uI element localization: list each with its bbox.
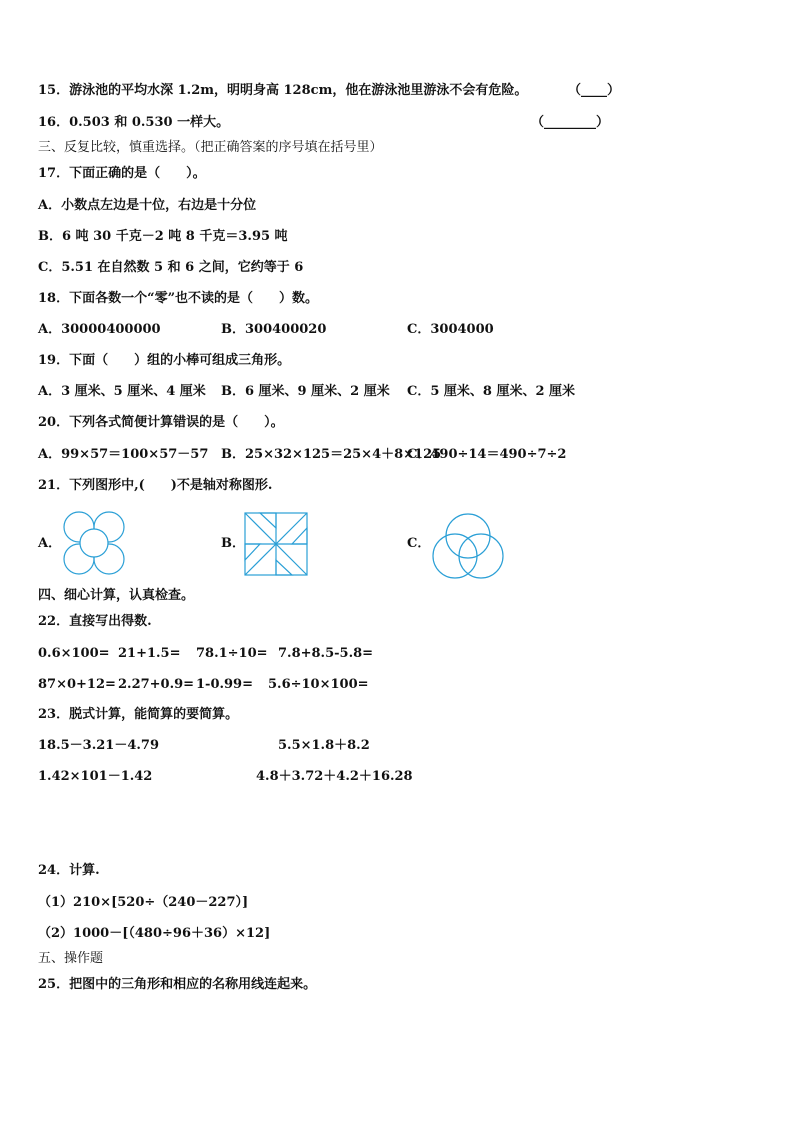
calc-item: 1-0.99= bbox=[196, 677, 253, 692]
question-22-stem: 22．直接写出得数. bbox=[38, 614, 152, 629]
question-18-stem: 18．下面各数一个“零”也不读的是（ ）数。 bbox=[38, 291, 319, 306]
question-21-option-a-label: A． bbox=[38, 536, 62, 551]
question-19-option-b: B．6 厘米、9 厘米、2 厘米 bbox=[221, 384, 390, 399]
expression-3: 1.42×101－1.42 bbox=[38, 769, 153, 784]
expression-4: 4.8＋3.72＋4.2＋16.28 bbox=[256, 769, 413, 784]
question-24-part-1: （1）210×[520÷（240－227）] bbox=[38, 895, 249, 910]
calc-item: 0.6×100= bbox=[38, 646, 110, 661]
question-21-stem: 21．下列图形中,( )不是轴对称图形. bbox=[38, 478, 273, 493]
question-18-option-a: A．30000400000 bbox=[38, 322, 161, 337]
question-17-option-c: C．5.51 在自然数 5 和 6 之间，它约等于 6 bbox=[38, 260, 304, 275]
section-5-heading: 五、操作题 bbox=[38, 951, 104, 966]
question-25: 25．把图中的三角形和相应的名称用线连起来。 bbox=[38, 977, 317, 992]
question-23-stem: 23．脱式计算，能简算的要简算。 bbox=[38, 707, 239, 722]
question-16: 16．0.503 和 0.530 一样大。 bbox=[38, 115, 230, 130]
question-21-option-b-label: B． bbox=[221, 536, 245, 551]
calc-item: 87×0+12= bbox=[38, 677, 116, 692]
question-18-option-c: C．3004000 bbox=[407, 322, 494, 337]
calc-item: 78.1÷10= bbox=[196, 646, 268, 661]
calc-item: 2.27+0.9= bbox=[118, 677, 195, 692]
section-3-heading: 三、反复比较，慎重选择。（把正确答案的序号填在括号里） bbox=[38, 140, 383, 155]
question-17-option-a: A．小数点左边是十位，右边是十分位 bbox=[38, 198, 257, 213]
flower-figure bbox=[60, 510, 128, 578]
question-20-stem: 20．下列各式简便计算错误的是（ ）。 bbox=[38, 415, 284, 430]
question-17-stem: 17．下面正确的是（ ）。 bbox=[38, 166, 206, 181]
question-18-option-b: B．300400020 bbox=[221, 322, 327, 337]
question-24-part-2: （2）1000－[（480÷96＋36）×12] bbox=[38, 926, 271, 941]
question-20-option-b: B．25×32×125＝25×4＋8×125 bbox=[221, 447, 442, 462]
calc-item: 5.6÷10×100= bbox=[268, 677, 369, 692]
section-4-heading: 四、细心计算，认真检查。 bbox=[38, 588, 195, 603]
calc-item: 21+1.5= bbox=[118, 646, 181, 661]
answer-blank-16: （________） bbox=[531, 115, 610, 130]
question-20-option-a: A．99×57＝100×57－57 bbox=[38, 447, 209, 462]
expression-1: 18.5－3.21－4.79 bbox=[38, 738, 159, 753]
question-21-option-c-label: C． bbox=[407, 536, 431, 551]
pinwheel-figure bbox=[244, 512, 308, 576]
answer-blank-15: （____） bbox=[568, 83, 621, 98]
question-15: 15．游泳池的平均水深 1.2m，明明身高 128cm，他在游泳池里游泳不会有危险。 bbox=[38, 83, 528, 98]
question-19-stem: 19．下面（ ）组的小棒可组成三角形。 bbox=[38, 353, 291, 368]
trefoil-figure bbox=[428, 506, 508, 582]
question-24-stem: 24．计算. bbox=[38, 863, 100, 878]
expression-2: 5.5×1.8＋8.2 bbox=[278, 738, 370, 753]
calc-item: 7.8+8.5-5.8= bbox=[278, 646, 374, 661]
question-19-option-a: A．3 厘米、5 厘米、4 厘米 bbox=[38, 384, 206, 399]
question-19-option-c: C．5 厘米、8 厘米、2 厘米 bbox=[407, 384, 576, 399]
question-17-option-b: B．6 吨 30 千克－2 吨 8 千克＝3.95 吨 bbox=[38, 229, 288, 244]
question-20-option-c: C．490÷14＝490÷7÷2 bbox=[407, 447, 567, 462]
